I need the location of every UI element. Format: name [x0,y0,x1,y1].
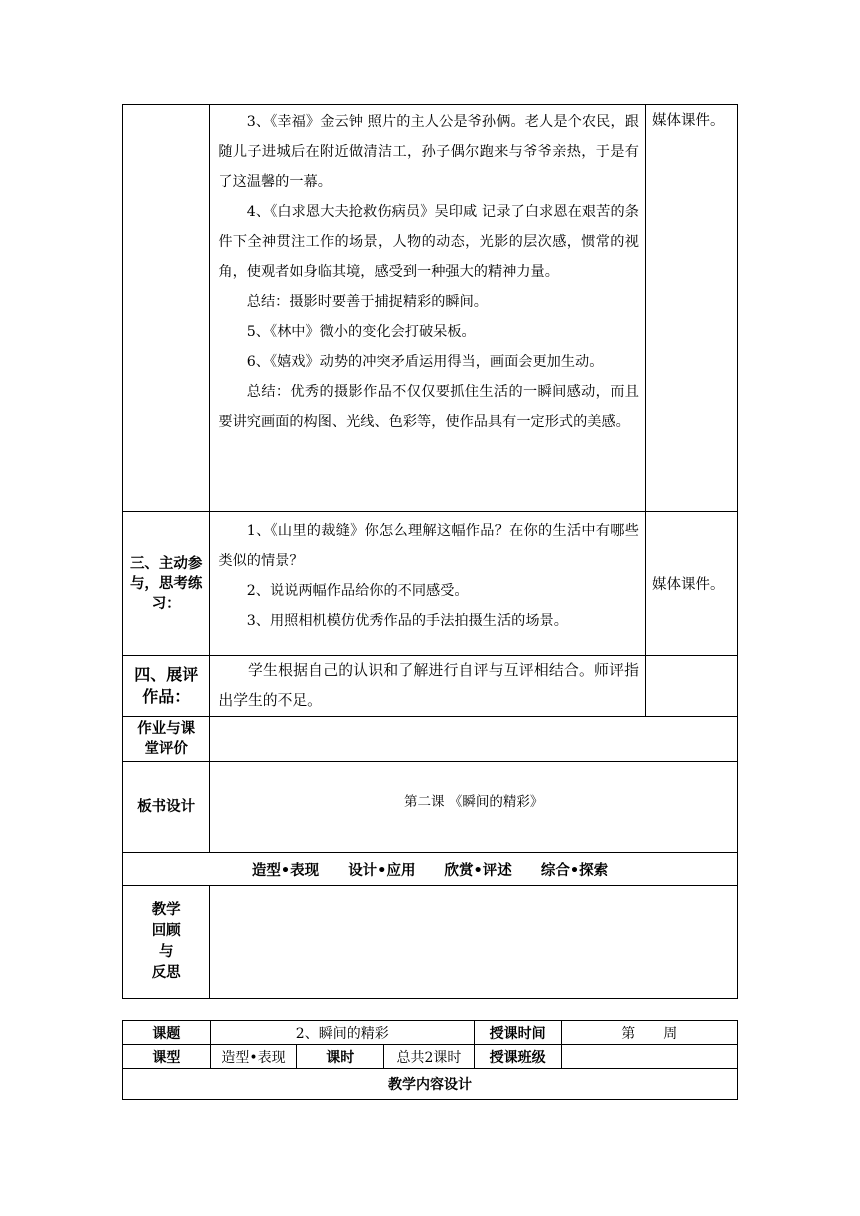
board-design-cell [210,762,738,853]
type-label: 课型 [123,1045,211,1069]
category-label: 综合•探索 [540,862,609,879]
category-row [123,853,738,886]
resource-text: 媒体课件。 [651,577,725,593]
section-label: 教学 回顾 与 反思 [123,886,210,999]
lesson-plan-table [122,104,738,999]
paragraph: 总结：摄影时要善于捕捉精彩的瞬间。 [246,294,488,310]
class-label: 授课班级 [474,1045,561,1069]
table-row [123,717,738,762]
section-label: 三、主动参与，思考练习： [123,512,210,656]
table-row [123,853,738,886]
content-cell [210,512,646,656]
time-value: 第 周 [561,1021,738,1045]
paragraph: 学生根据自己的认识和了解进行自评与互评相结合。师评指出学生的不足。 [218,662,639,709]
type-value: 造型•表现 [210,1045,297,1069]
table-row [123,656,738,717]
paragraph: 3、《幸福》金云钟 照片的主人公是爷孙俩。老人是个农民，跟随儿子进城后在附近做清洁工，孙子偶尔跑来与爷爷亲热，于是有了这温馨的一幕。 [218,114,639,190]
topic-value: 2、瞬间的精彩 [210,1021,474,1045]
paragraph: 6、《嬉戏》动势的冲突矛盾运用得当，画面会更加生动。 [246,354,604,370]
table-row [123,1021,738,1045]
table-row [123,105,738,512]
paragraph: 1、《山里的裁缝》你怎么理解这幅作品？在你的生活中有哪些类似的情景？ [218,523,639,569]
empty-label-cell [123,105,210,512]
paragraph: 2、说说两幅作品给你的不同感受。 [246,583,469,599]
resource-text: 媒体课件。 [651,113,725,129]
empty-cell [645,656,737,717]
resource-cell [645,512,737,656]
table-row [123,886,738,999]
class-value [561,1045,738,1069]
category-label: 造型•表现 [251,862,320,879]
category-label: 欣赏•评述 [444,862,512,879]
empty-cell [210,886,738,999]
table-row [123,1045,738,1069]
table-row [123,1069,738,1100]
lesson-info-table [122,1020,738,1100]
topic-label: 课题 [123,1021,211,1045]
paragraph: 5、《林中》微小的变化会打破呆板。 [246,324,476,340]
section-label: 板书设计 [123,762,210,853]
empty-cell [210,717,738,762]
time-label: 授课时间 [474,1021,561,1045]
section-label: 四、展评作品： [123,656,210,717]
table-row [123,762,738,853]
section-label: 作业与课堂评价 [123,717,210,762]
category-label: 设计•应用 [348,862,416,879]
board-title: 第二课 《瞬间的精彩》 [404,794,544,810]
resource-cell [645,105,737,512]
paragraph: 总结：优秀的摄影作品不仅仅要抓住生活的一瞬间感动，而且要讲究画面的构图、光线、色彩等，使作品具有一定形式的美感。 [218,384,639,430]
section-heading: 教学内容设计 [123,1069,738,1100]
content-cell [210,656,646,717]
paragraph: 3、用照相机模仿优秀作品的手法拍摄生活的场景。 [246,613,568,629]
hours-value: 总共2课时 [384,1045,475,1069]
hours-label: 课时 [297,1045,384,1069]
content-cell [210,105,646,512]
table-row [123,512,738,656]
paragraph: 4、《白求恩大夫抢救伤病员》吴印咸 记录了白求恩在艰苦的条件下全神贯注工作的场景，人物的动态，光影的层次感，惯常的视角，使观者如身临其境，感受到一种强大的精神力量。 [218,204,639,280]
